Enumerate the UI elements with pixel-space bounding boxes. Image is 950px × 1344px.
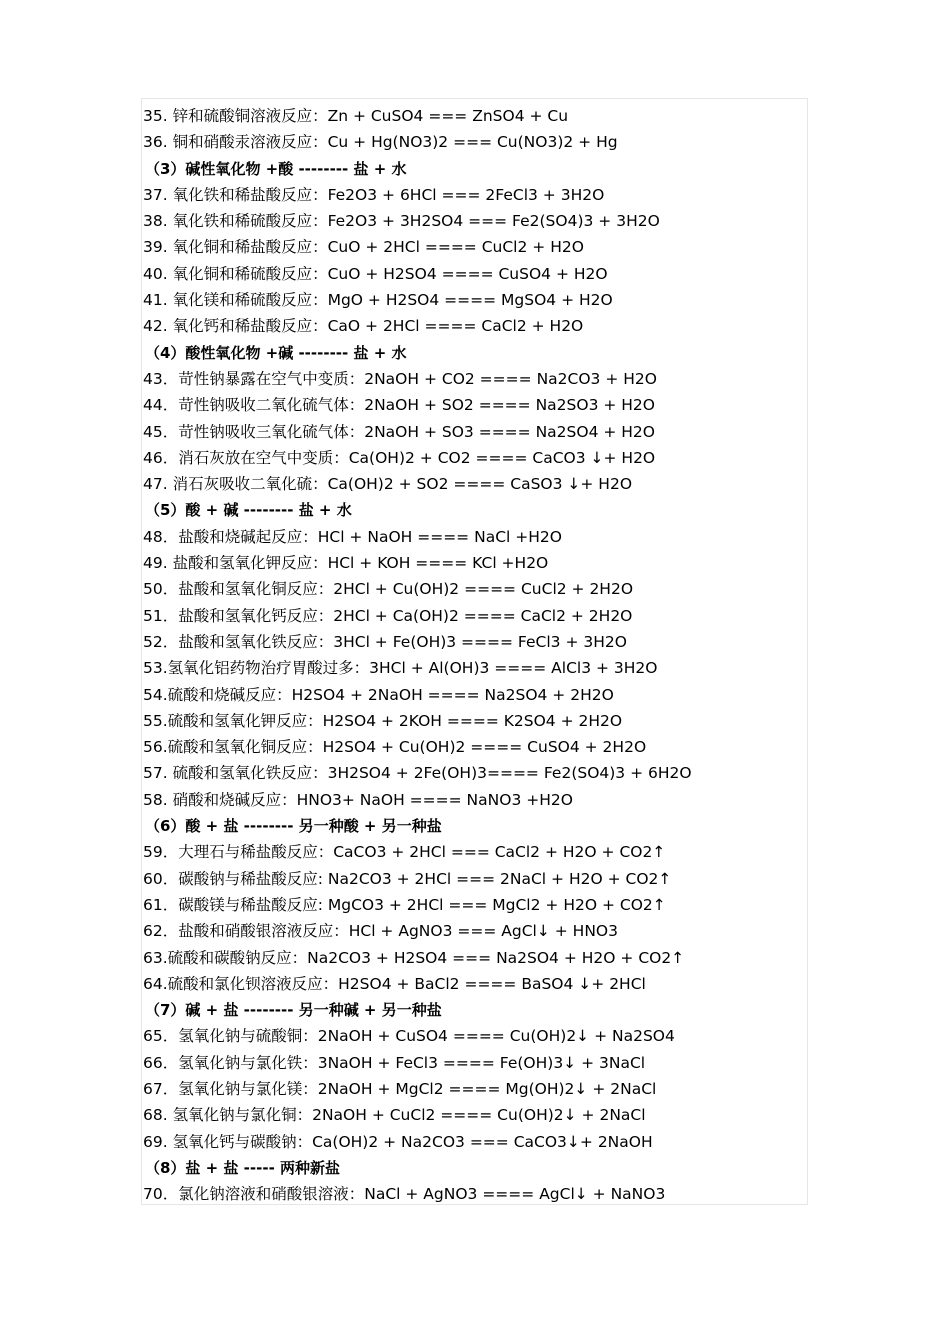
equation-line: 37. 氧化铁和稀盐酸反应：Fe2O3 + 6HCl === 2FeCl3 + 3H2O (143, 185, 605, 204)
equation-line: 42. 氧化钙和稀盐酸反应：CaO + 2HCl ==== CaCl2 + H2O (143, 317, 584, 336)
equation-line: 39. 氧化铜和稀盐酸反应：CuO + 2HCl ==== CuCl2 + H2O (143, 238, 584, 257)
equation-line: 67．氢氧化钠与氯化镁：2NaOH + MgCl2 ==== Mg(OH)2↓ + 2NaCl (143, 1079, 657, 1098)
section-heading: （6）酸 + 盐 -------- 另一种酸 + 另一种盐 (145, 817, 442, 836)
section-heading: （7）碱 + 盐 -------- 另一种碱 + 另一种盐 (145, 1001, 442, 1020)
equation-line: 53.氢氧化铝药物治疗胃酸过多：3HCl + Al(OH)3 ==== AlCl3 + 3H2O (143, 659, 658, 678)
equation-line: 48．盐酸和烧碱起反应：HCl + NaOH ==== NaCl +H2O (143, 527, 562, 546)
equation-line: 66．氢氧化钠与氯化铁：3NaOH + FeCl3 ==== Fe(OH)3↓ + 3NaCl (143, 1053, 646, 1072)
equation-line: 64.硫酸和氯化钡溶液反应：H2SO4 + BaCl2 ==== BaSO4 ↓+ 2HCl (143, 974, 646, 993)
equation-line: 43．苛性钠暴露在空气中变质：2NaOH + CO2 ==== Na2CO3 + H2O (143, 369, 657, 388)
equation-line: 38. 氧化铁和稀硫酸反应：Fe2O3 + 3H2SO4 === Fe2(SO4)3 + 3H2O (143, 212, 660, 231)
equation-line: 57. 硫酸和氢氧化铁反应：3H2SO4 + 2Fe(OH)3==== Fe2(SO4)3 + 6H2O (143, 764, 692, 783)
section-heading: （3）碱性氧化物 +酸 -------- 盐 + 水 (145, 159, 407, 178)
section-heading: （4）酸性氧化物 +碱 -------- 盐 + 水 (145, 343, 407, 362)
equation-line: 56.硫酸和氢氧化铜反应：H2SO4 + Cu(OH)2 ==== CuSO4 + 2H2O (143, 738, 647, 757)
section-heading: （8）盐 + 盐 ----- 两种新盐 (145, 1158, 341, 1177)
equation-line: 36. 铜和硝酸汞溶液反应：Cu + Hg(NO3)2 === Cu(NO3)2 + Hg (143, 133, 618, 152)
equation-line: 70．氯化钠溶液和硝酸银溶液：NaCl + AgNO3 ==== AgCl↓ + NaNO3 (143, 1185, 666, 1204)
equation-line: 45．苛性钠吸收三氧化硫气体：2NaOH + SO3 ==== Na2SO4 + H2O (143, 422, 655, 441)
equation-line: 40. 氧化铜和稀硫酸反应：CuO + H2SO4 ==== CuSO4 + H2O (143, 264, 608, 283)
equation-line: 41. 氧化镁和稀硫酸反应：MgO + H2SO4 ==== MgSO4 + H2O (143, 291, 613, 310)
equation-line: 54.硫酸和烧碱反应：H2SO4 + 2NaOH ==== Na2SO4 + 2H2O (143, 685, 614, 704)
equation-line: 62．盐酸和硝酸银溶液反应：HCl + AgNO3 === AgCl↓ + HNO3 (143, 922, 618, 941)
equation-line: 60．碳酸钠与稀盐酸反应: Na2CO3 + 2HCl === 2NaCl + H2O + CO2↑ (143, 869, 672, 888)
equation-line: 68. 氢氧化钠与氯化铜：2NaOH + CuCl2 ==== Cu(OH)2↓ + 2NaCl (143, 1106, 646, 1125)
equation-list (143, 103, 803, 1207)
equation-line: 46．消石灰放在空气中变质：Ca(OH)2 + CO2 ==== CaCO3 ↓+ H2O (143, 448, 656, 467)
equation-line: 50．盐酸和氢氧化铜反应：2HCl + Cu(OH)2 ==== CuCl2 + 2H2O (143, 580, 634, 599)
equation-line: 58. 硝酸和烧碱反应：HNO3+ NaOH ==== NaNO3 +H2O (143, 790, 573, 809)
section-heading: （5）酸 + 碱 -------- 盐 + 水 (145, 501, 352, 520)
equation-line: 44．苛性钠吸收二氧化硫气体：2NaOH + SO2 ==== Na2SO3 + H2O (143, 396, 655, 415)
equation-line: 61．碳酸镁与稀盐酸反应: MgCO3 + 2HCl === MgCl2 + H2O + CO2↑ (143, 895, 666, 914)
equation-line: 63.硫酸和碳酸钠反应：Na2CO3 + H2SO4 === Na2SO4 + H2O + CO2↑ (143, 948, 685, 967)
equation-line: 47. 消石灰吸收二氧化硫：Ca(OH)2 + SO2 ==== CaSO3 ↓+ H2O (143, 475, 633, 494)
equation-line: 51．盐酸和氢氧化钙反应：2HCl + Ca(OH)2 ==== CaCl2 + 2H2O (143, 606, 633, 625)
equation-line: 69. 氢氧化钙与碳酸钠：Ca(OH)2 + Na2CO3 === CaCO3↓+ 2NaOH (143, 1132, 653, 1151)
equation-line: 59．大理石与稀盐酸反应：CaCO3 + 2HCl === CaCl2 + H2O + CO2↑ (143, 843, 666, 862)
equation-line: 65．氢氧化钠与硫酸铜：2NaOH + CuSO4 ==== Cu(OH)2↓ + Na2SO4 (143, 1027, 675, 1046)
equation-line: 55.硫酸和氢氧化钾反应：H2SO4 + 2KOH ==== K2SO4 + 2H2O (143, 711, 623, 730)
equation-line: 49. 盐酸和氢氧化钾反应：HCl + KOH ==== KCl +H2O (143, 554, 549, 573)
equation-line: 35. 锌和硫酸铜溶液反应：Zn + CuSO4 === ZnSO4 + Cu (143, 107, 569, 125)
equation-line: 52．盐酸和氢氧化铁反应：3HCl + Fe(OH)3 ==== FeCl3 + 3H2O (143, 632, 627, 651)
